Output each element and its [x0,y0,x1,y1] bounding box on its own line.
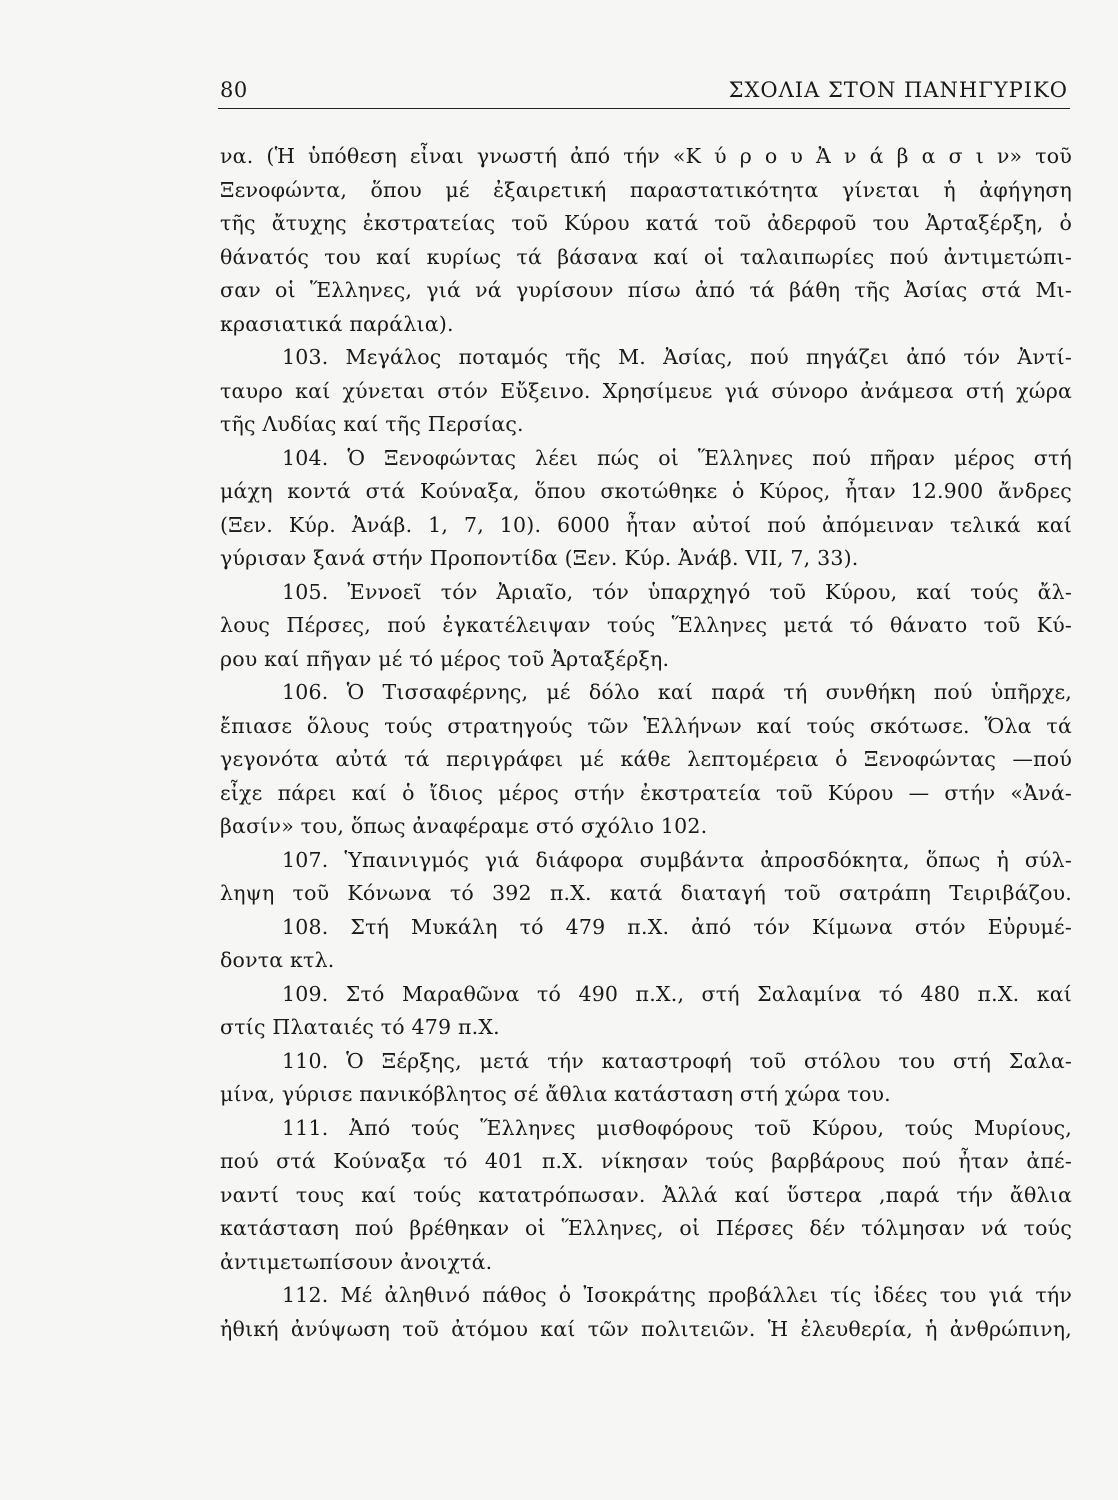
text-line: τῆς ἄτυχης ἐκστρατείας τοῦ Κύρου κατά τοῦ ἀδερφοῦ του Ἀρταξέρξη, ὁ [220,211,1072,235]
text-line: (Ξεν. Κύρ. Ἀνάβ. 1, 7, 10). 6000 ἦταν αὐτοί πού ἀπόμειναν τελικά καί [220,512,1072,537]
text-line: μίνα, γύρισε πανικόβλητος σέ ἄθλια κατάσταση στή χώρα του. [220,1082,891,1106]
text-line: βασίν» του, ὅπως ἀναφέραμε στό σχόλιο 102. [220,814,708,838]
text-line: σαν οἱ Ἕλληνες, γιά νά γυρίσουν πίσω ἀπό τά βάθη τῆς Ἀσίας στά Μι- [220,278,1072,302]
page-number: 80 [220,78,248,102]
text-line: εἶχε πάρει καί ὁ ἴδιος μέρος στήν ἐκστρατεία τοῦ Κύρου — στήν «Ἀνά- [220,780,1072,805]
text-line: ναντί τους καί τούς κατατρόπωσαν. Ἀλλά καί ὕστερα ,παρά τήν ἄθλια [220,1182,1072,1207]
text-line: γύρισαν ξανά στήν Προποντίδα (Ξεν. Κύρ. Ἀνάβ. VII, 7, 33). [220,546,859,570]
text-line: ἠθική ἀνύψωση τοῦ ἀτόμου καί τῶν πολιτειῶν. Ἡ ἐλευθερία, ἡ ἀνθρώπινη, [220,1316,1072,1341]
running-title: ΣΧΟΛΙΑ ΣΤΟΝ ΠΑΝΗΓΥΡΙΚΟ [728,78,1068,102]
text-line: λους Πέρσες, πού ἐγκατέλειψαν τούς Ἕλληνες μετά τό θάνατο τοῦ Κύ- [220,613,1072,637]
note-107: 107. Ὑπαινιγμός γιά διάφορα συμβάντα ἀπροσδόκητα, ὅπως ἡ σύλ- [282,847,1072,872]
note-104: 104. Ὁ Ξενοφώντας λέει πώς οἱ Ἕλληνες πού πῆραν μέρος στή [282,445,1072,470]
text-line: δοντα κτλ. [220,948,335,972]
text-line: ἀντιμετωπίσουν ἀνοιχτά. [220,1249,493,1274]
note-111: 111. Ἀπό τούς Ἕλληνες μισθοφόρους τοῦ Κύρου, τούς Μυρίους, [282,1115,1072,1140]
text-line: να. (Ἡ ὑπόθεση εἶναι γνωστή ἀπό τήν «Κ ύ ρ ο υ Ἀ ν ά β α σ ι ν» τοῦ [220,144,1072,168]
text-line: ταυρο καί χύνεται στόν Εὔξεινο. Χρησίμευε γιά σύνορο ἀνάμεσα στή χώρα [220,378,1072,403]
text-line: ρου καί πῆγαν μέ τό μέρος τοῦ Ἀρταξέρξη. [220,646,670,671]
text-line: κατάσταση πού βρέθηκαν οἱ Ἕλληνες, οἱ Πέρσες δέν τόλμησαν νά τούς [220,1216,1072,1240]
text-line: γεγονότα αὐτά τά περιγράφει μέ κάθε λεπτομέρεια ὁ Ξενοφώντας —πού [220,747,1072,771]
note-109: 109. Στό Μαραθῶνα τό 490 π.Χ., στή Σαλαμίνα τό 480 π.Χ. καί [282,981,1072,1006]
note-110: 110. Ὁ Ξέρξης, μετά τήν καταστροφή τοῦ στόλου του στή Σαλα- [282,1048,1072,1073]
body-text [220,140,1072,1346]
text-line: στίς Πλαταιές τό 479 π.Χ. [220,1015,500,1039]
page-header [218,78,1070,109]
text-line: Ξενοφώντα, ὅπου μέ ἐξαιρετική παραστατικότητα γίνεται ἡ ἀφήγηση [220,177,1072,202]
text-line: τῆς Λυδίας καί τῆς Περσίας. [220,412,524,436]
text-line: πού στά Κούναξα τό 401 π.Χ. νίκησαν τούς βαρβάρους πού ἦταν ἀπέ- [220,1149,1072,1173]
note-112: 112. Μέ ἀληθινό πάθος ὁ Ἰσοκράτης προβάλλει τίς ἰδέες του γιά τήν [282,1283,1072,1307]
text-line: μάχη κοντά στά Κούναξα, ὅπου σκοτώθηκε ὁ Κύρος, ἦταν 12.900 ἄνδρες [220,479,1072,503]
text-line: κρασιατικά παράλια). [220,311,454,336]
note-108: 108. Στή Μυκάλη τό 479 π.Χ. ἀπό τόν Κίμωνα στόν Εὐρυμέ- [282,914,1072,939]
text-line: θάνατός του καί κυρίως τά βάσανα καί οἱ ταλαιπωρίες πού ἀντιμετώπι- [220,244,1072,269]
text-line: ληψη τοῦ Κόνωνα τό 392 π.Χ. κατά διαταγή τοῦ σατράπη Τειριβάζου. [220,881,1072,905]
note-105: 105. Ἐννοεῖ τόν Ἀριαῖο, τόν ὑπαρχηγό τοῦ Κύρου, καί τούς ἄλ- [282,579,1072,604]
note-103: 103. Μεγάλος ποταμός τῆς Μ. Ἀσίας, πού πηγάζει ἀπό τόν Ἀντί- [282,345,1072,369]
text-line: ἔπιασε ὅλους τούς στρατηγούς τῶν Ἑλλήνων καί τούς σκότωσε. Ὅλα τά [220,713,1072,738]
note-106: 106. Ὁ Τισσαφέρνης, μέ δόλο καί παρά τή συνθήκη πού ὑπῆρχε, [282,680,1072,704]
